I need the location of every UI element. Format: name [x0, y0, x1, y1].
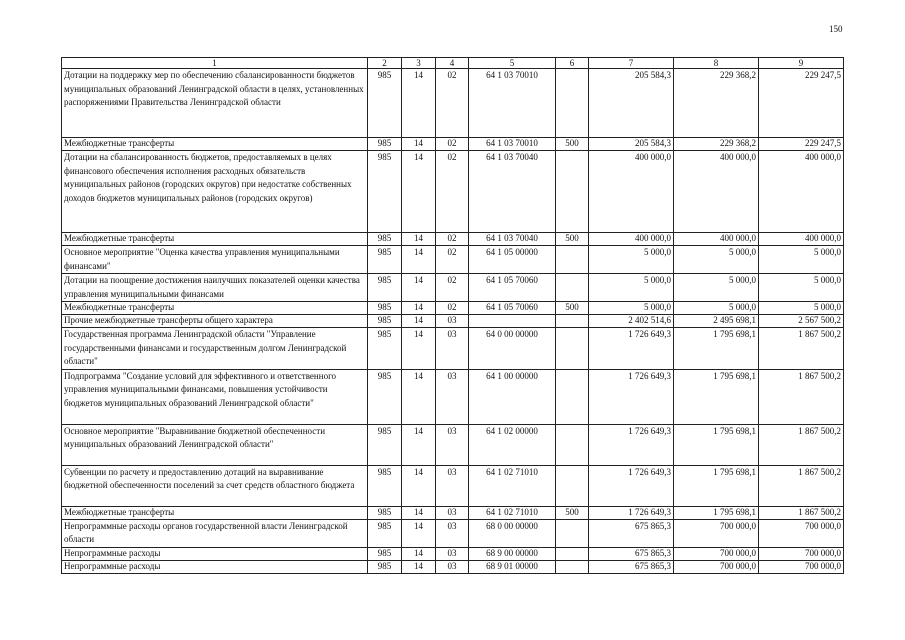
row-name: Дотации на сбалансированность бюджетов, предоставляемых в целях финансового обеспечения исполнения расходных обязательств муниципальных районов (городских округов) при недостатке собственных доходов бюджетов муниципальных районов (городских округов): [62, 151, 368, 233]
subsection-code: 03: [436, 315, 469, 328]
grbs-code: 985: [368, 274, 402, 302]
row-name: Межбюджетные трансферты: [62, 138, 368, 151]
section-code: 14: [402, 328, 436, 370]
expense-type-code: [556, 151, 589, 233]
expense-type-code: [556, 246, 589, 274]
subsection-code: 03: [436, 506, 469, 519]
amount-year-1: 1 726 649,3: [589, 424, 674, 465]
expense-type-code: 500: [556, 302, 589, 315]
table-row: [62, 506, 844, 519]
target-article-code: 68 9 00 00000: [469, 547, 556, 560]
amount-year-3: 700 000,0: [759, 560, 844, 573]
expense-type-code: [556, 560, 589, 573]
expense-type-code: [556, 547, 589, 560]
row-name: Непрограммные расходы: [62, 547, 368, 560]
amount-year-2: 229 368,2: [674, 138, 759, 151]
grbs-code: 985: [368, 246, 402, 274]
grbs-code: 985: [368, 547, 402, 560]
amount-year-2: 700 000,0: [674, 547, 759, 560]
amount-year-1: 2 402 514,6: [589, 315, 674, 328]
amount-year-2: 1 795 698,1: [674, 369, 759, 424]
subsection-code: 03: [436, 369, 469, 424]
amount-year-1: 400 000,0: [589, 151, 674, 233]
section-code: 14: [402, 233, 436, 246]
row-name: Межбюджетные трансферты: [62, 302, 368, 315]
row-name: Основное мероприятие "Оценка качества управления муниципальными финансами": [62, 246, 368, 274]
header-cell: 8: [674, 58, 759, 69]
target-article-code: 64 1 03 70040: [469, 233, 556, 246]
amount-year-1: 675 865,3: [589, 560, 674, 573]
target-article-code: 64 1 05 00000: [469, 246, 556, 274]
row-name: Межбюджетные трансферты: [62, 233, 368, 246]
target-article-code: 64 1 03 70010: [469, 138, 556, 151]
row-name: Основное мероприятие "Выравнивание бюджетной обеспеченности муниципальных образований Ленинградской области": [62, 424, 368, 465]
amount-year-2: 400 000,0: [674, 151, 759, 233]
amount-year-3: 400 000,0: [759, 151, 844, 233]
header-cell: 2: [368, 58, 402, 69]
amount-year-1: 1 726 649,3: [589, 506, 674, 519]
table-row: [62, 328, 844, 370]
subsection-code: 02: [436, 138, 469, 151]
row-name: Подпрограмма "Создание условий для эффективного и ответственного управления муниципальными финансами, повышения устойчивости бюджетов муниципальных образований Ленинградской области": [62, 369, 368, 424]
target-article-code: 64 1 05 70060: [469, 274, 556, 302]
header-cell: 5: [469, 58, 556, 69]
subsection-code: 03: [436, 465, 469, 506]
amount-year-2: 5 000,0: [674, 246, 759, 274]
amount-year-3: 229 247,5: [759, 138, 844, 151]
header-cell: 6: [556, 58, 589, 69]
table-row: [62, 519, 844, 547]
table-row: [62, 369, 844, 424]
amount-year-2: 700 000,0: [674, 519, 759, 547]
section-code: 14: [402, 315, 436, 328]
grbs-code: 985: [368, 424, 402, 465]
header-cell: 3: [402, 58, 436, 69]
amount-year-1: 5 000,0: [589, 302, 674, 315]
amount-year-3: 5 000,0: [759, 246, 844, 274]
expense-type-code: 500: [556, 506, 589, 519]
table-row: [62, 138, 844, 151]
amount-year-3: 700 000,0: [759, 547, 844, 560]
row-name: Государственная программа Ленинградской области "Управление государственными финансами и государственным долгом Ленинградской области": [62, 328, 368, 370]
amount-year-1: 5 000,0: [589, 274, 674, 302]
expense-type-code: [556, 519, 589, 547]
subsection-code: 02: [436, 69, 469, 138]
target-article-code: 64 1 03 70040: [469, 151, 556, 233]
target-article-code: 64 0 00 00000: [469, 328, 556, 370]
subsection-code: 02: [436, 246, 469, 274]
grbs-code: 985: [368, 465, 402, 506]
table-row: [62, 302, 844, 315]
subsection-code: 02: [436, 274, 469, 302]
amount-year-2: 400 000,0: [674, 233, 759, 246]
amount-year-1: 5 000,0: [589, 246, 674, 274]
subsection-code: 03: [436, 560, 469, 573]
amount-year-1: 1 726 649,3: [589, 369, 674, 424]
target-article-code: 68 9 01 00000: [469, 560, 556, 573]
table-header-row: [62, 58, 844, 69]
table-row: [62, 151, 844, 233]
expense-type-code: [556, 69, 589, 138]
grbs-code: 985: [368, 233, 402, 246]
grbs-code: 985: [368, 315, 402, 328]
target-article-code: 64 1 00 00000: [469, 369, 556, 424]
grbs-code: 985: [368, 138, 402, 151]
target-article-code: 64 1 02 71010: [469, 506, 556, 519]
row-name: Дотации на поддержку мер по обеспечению сбалансированности бюджетов муниципальных образований Ленинградской области в целях, установленных распоряжениями Правительства Ленинградской области: [62, 69, 368, 138]
table-row: [62, 465, 844, 506]
page-number: 150: [829, 24, 843, 34]
target-article-code: 64 1 03 70010: [469, 69, 556, 138]
amount-year-3: 700 000,0: [759, 519, 844, 547]
row-name: Дотации на поощрение достижения наилучших показателей оценки качества управления муниципальными финансами: [62, 274, 368, 302]
subsection-code: 02: [436, 233, 469, 246]
amount-year-3: 5 000,0: [759, 302, 844, 315]
amount-year-1: 1 726 649,3: [589, 328, 674, 370]
table-row: [62, 560, 844, 573]
header-cell: 7: [589, 58, 674, 69]
table-row: [62, 424, 844, 465]
amount-year-1: 205 584,3: [589, 138, 674, 151]
section-code: 14: [402, 246, 436, 274]
amount-year-2: 1 795 698,1: [674, 465, 759, 506]
amount-year-3: 5 000,0: [759, 274, 844, 302]
grbs-code: 985: [368, 519, 402, 547]
grbs-code: 985: [368, 151, 402, 233]
row-name: Субвенции по расчету и предоставлению дотаций на выравнивание бюджетной обеспеченности поселений за счет средств областного бюджета: [62, 465, 368, 506]
expense-type-code: 500: [556, 138, 589, 151]
section-code: 14: [402, 506, 436, 519]
row-name: Прочие межбюджетные трансферты общего характера: [62, 315, 368, 328]
subsection-code: 02: [436, 151, 469, 233]
header-cell: 9: [759, 58, 844, 69]
expense-type-code: [556, 465, 589, 506]
table-row: [62, 274, 844, 302]
expense-type-code: [556, 315, 589, 328]
amount-year-3: 1 867 500,2: [759, 465, 844, 506]
amount-year-3: 400 000,0: [759, 233, 844, 246]
table-row: [62, 547, 844, 560]
section-code: 14: [402, 274, 436, 302]
header-cell: 1: [62, 58, 368, 69]
section-code: 14: [402, 519, 436, 547]
section-code: 14: [402, 465, 436, 506]
target-article-code: 64 1 02 71010: [469, 465, 556, 506]
expense-type-code: 500: [556, 233, 589, 246]
section-code: 14: [402, 151, 436, 233]
target-article-code: 64 1 05 70060: [469, 302, 556, 315]
amount-year-3: 229 247,5: [759, 69, 844, 138]
amount-year-1: 205 584,3: [589, 69, 674, 138]
table-row: [62, 246, 844, 274]
amount-year-2: 1 795 698,1: [674, 424, 759, 465]
grbs-code: 985: [368, 302, 402, 315]
section-code: 14: [402, 138, 436, 151]
amount-year-2: 2 495 698,1: [674, 315, 759, 328]
amount-year-2: 229 368,2: [674, 69, 759, 138]
amount-year-3: 2 567 500,2: [759, 315, 844, 328]
section-code: 14: [402, 547, 436, 560]
amount-year-2: 5 000,0: [674, 302, 759, 315]
target-article-code: [469, 315, 556, 328]
table-row: [62, 315, 844, 328]
grbs-code: 985: [368, 69, 402, 138]
section-code: 14: [402, 560, 436, 573]
grbs-code: 985: [368, 328, 402, 370]
subsection-code: 03: [436, 547, 469, 560]
section-code: 14: [402, 69, 436, 138]
amount-year-3: 1 867 500,2: [759, 424, 844, 465]
row-name: Непрограммные расходы органов государственной власти Ленинградской области: [62, 519, 368, 547]
table-row: [62, 233, 844, 246]
row-name: Межбюджетные трансферты: [62, 506, 368, 519]
grbs-code: 985: [368, 506, 402, 519]
amount-year-2: 5 000,0: [674, 274, 759, 302]
row-name: Непрограммные расходы: [62, 560, 368, 573]
amount-year-1: 675 865,3: [589, 547, 674, 560]
amount-year-2: 1 795 698,1: [674, 328, 759, 370]
amount-year-1: 400 000,0: [589, 233, 674, 246]
section-code: 14: [402, 424, 436, 465]
expense-type-code: [556, 424, 589, 465]
subsection-code: 02: [436, 302, 469, 315]
amount-year-3: 1 867 500,2: [759, 369, 844, 424]
subsection-code: 03: [436, 519, 469, 547]
header-cell: 4: [436, 58, 469, 69]
amount-year-1: 675 865,3: [589, 519, 674, 547]
section-code: 14: [402, 369, 436, 424]
budget-table: [61, 57, 844, 574]
expense-type-code: [556, 328, 589, 370]
target-article-code: 64 1 02 00000: [469, 424, 556, 465]
amount-year-2: 1 795 698,1: [674, 506, 759, 519]
amount-year-3: 1 867 500,2: [759, 328, 844, 370]
expense-type-code: [556, 274, 589, 302]
amount-year-2: 700 000,0: [674, 560, 759, 573]
subsection-code: 03: [436, 424, 469, 465]
target-article-code: 68 0 00 00000: [469, 519, 556, 547]
amount-year-1: 1 726 649,3: [589, 465, 674, 506]
subsection-code: 03: [436, 328, 469, 370]
table-row: [62, 69, 844, 138]
grbs-code: 985: [368, 369, 402, 424]
section-code: 14: [402, 302, 436, 315]
amount-year-3: 1 867 500,2: [759, 506, 844, 519]
expense-type-code: [556, 369, 589, 424]
grbs-code: 985: [368, 560, 402, 573]
